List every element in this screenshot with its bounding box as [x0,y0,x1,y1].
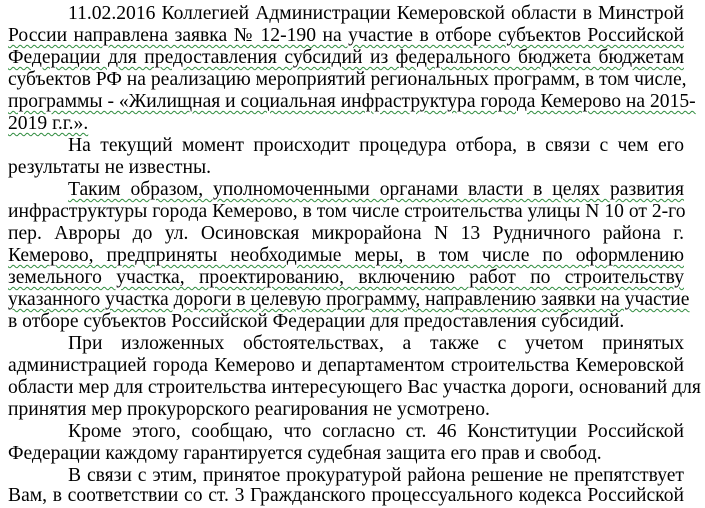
text-line-1: 11.02.2016 Коллегией Администрации Кемеровской области в Минстрой [68,3,684,24]
text-line-3: Федерации для предоставления субсидий из федерального бюджета бюджетам [8,47,684,68]
text-line-23: Вам, в соответствии со ст. 3 Гражданского процессуального кодекса Российской [8,485,684,506]
text-line-4: субъектов РФ на реализацию мероприятий региональных программ, в том числе, [8,69,687,90]
text-line-17: администрацией города Кемерово и департаментом строительства Кемеровской [8,355,684,376]
text-line-15: в отборе субъектов Российской Федерации для предоставления субсидий. [8,311,625,332]
text-line-8: результаты не известны. [8,157,212,178]
text-line-7: На текущий момент происходит процедура отбора, в связи с чем его [68,135,684,156]
text-line-10: инфраструктуры города Кемерово, в том числе строительства улицы N 10 от 2-го [8,201,686,222]
text-line-18: области мер для строительства интересующего Вас участка дороги, оснований для [8,377,701,398]
text-line-14: указанного участка дороги в целевую программу, направлению заявки на участие [8,289,690,310]
text-line-19: принятия мер прокурорского реагирования не усмотрено. [8,399,490,420]
text-line-21: Федерации каждому гарантируется судебная защита его прав и свобод. [8,443,602,464]
text-line-13: земельного участка, проектированию, включению работ по строительству [8,267,684,288]
text-line-12: Кемерово, предприняты необходимые меры, в том числе по оформлению [8,245,684,266]
text-line-11: пер. Авроры до ул. Осиновская микрорайона N 13 Рудничного района г. [8,223,684,244]
text-line-2: России направлена заявка № 12-190 на участие в отборе субъектов Российской [8,25,684,46]
text-line-16: При изложенных обстоятельствах, а также с учетом принятых [68,333,684,354]
text-line-5: программы - «Жилищная и социальная инфраструктура города Кемерово на 2015- [8,91,696,112]
text-line-20: Кроме этого, сообщаю, что согласно ст. 46 Конституции Российской [68,421,684,442]
text-line-22: В связи с этим, принятое прокуратурой района решение не препятствует [68,465,684,486]
text-line-6: 2019 г.г.». [8,113,89,134]
text-line-9: Таким образом, уполномоченными органами власти в целях развития [68,179,684,200]
